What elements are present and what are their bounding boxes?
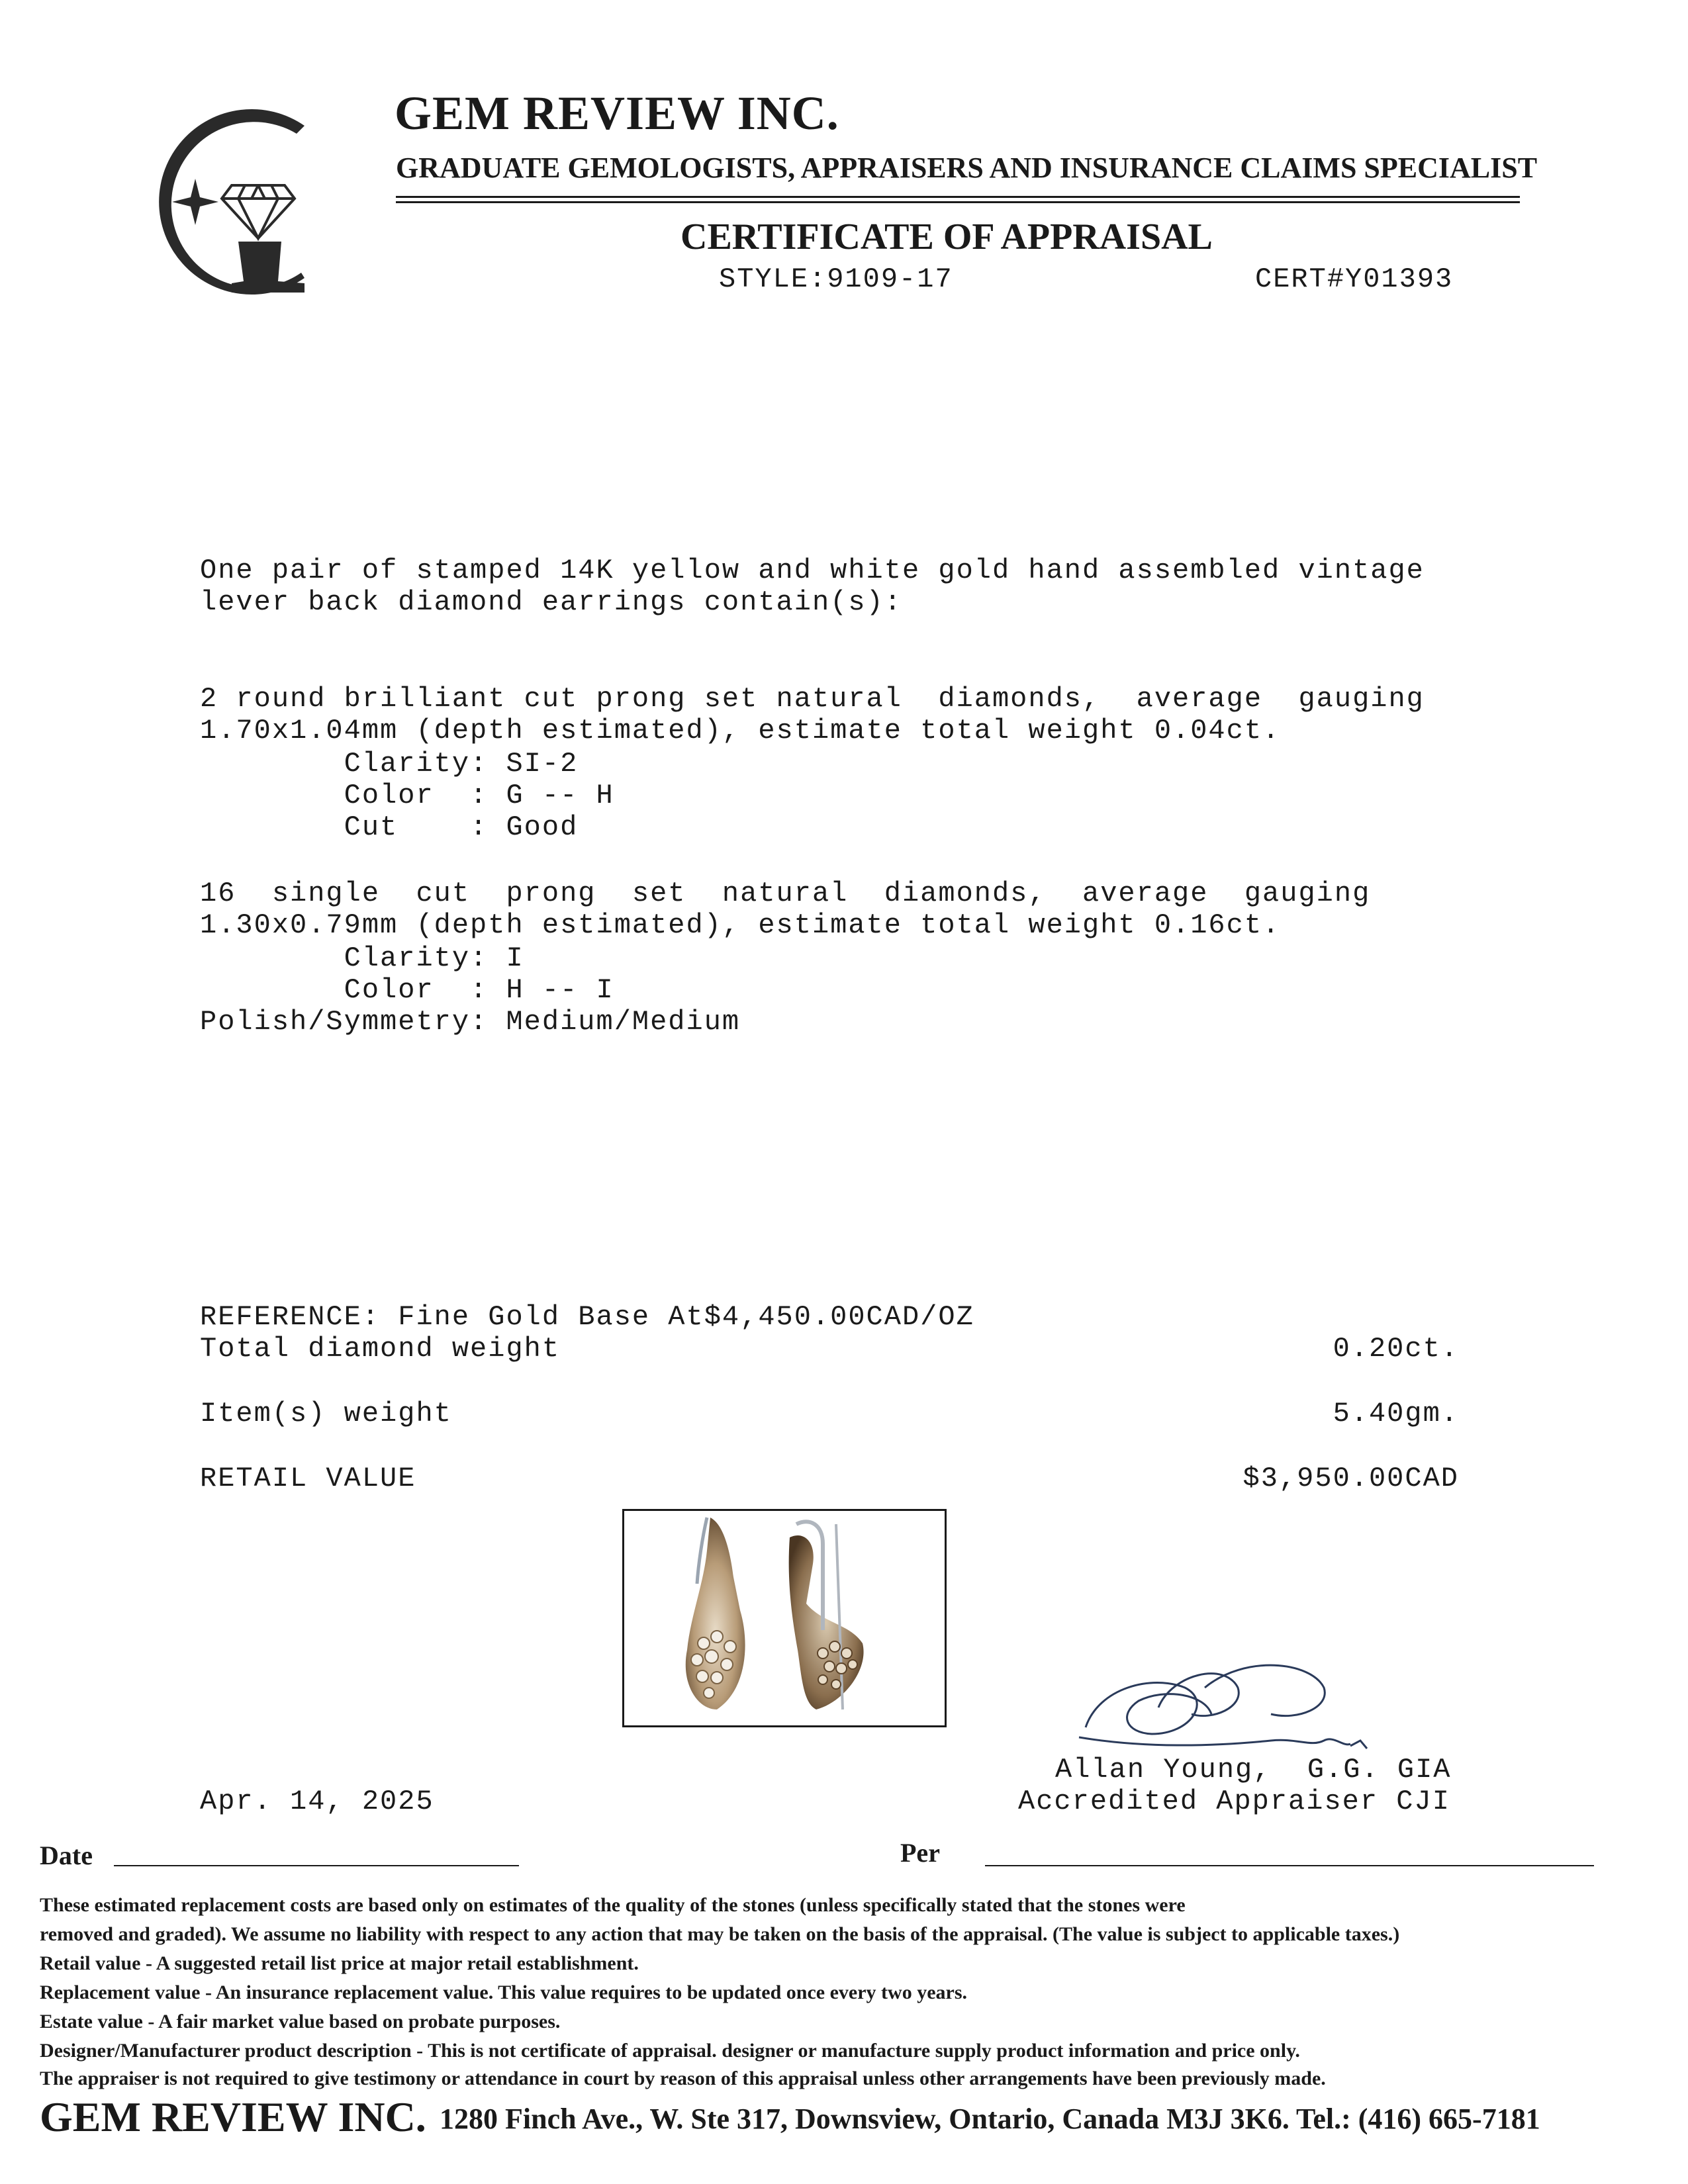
stone-color: Color : H -- I	[200, 974, 614, 1006]
stone-cut: Cut : Good	[200, 811, 579, 843]
disclaimer-line: Replacement value - An insurance replacement value. This value requires to be updated once every two years.	[40, 1981, 968, 2003]
stone-line: 2 round brilliant cut prong set natural diamonds, average gauging	[200, 683, 1425, 715]
company-tagline: GRADUATE GEMOLOGISTS, APPRAISERS AND INSURANCE CLAIMS SPECIALIST	[396, 152, 1538, 184]
cert-number: CERT#Y01393	[1255, 263, 1454, 295]
item-weight-value: 5.40gm.	[1333, 1398, 1459, 1430]
appraiser-signature-icon	[1072, 1648, 1397, 1767]
gem-review-logo-icon	[139, 99, 331, 304]
disclaimer-line: Estate value - A fair market value based on probate purposes.	[40, 2011, 561, 2032]
per-line	[985, 1865, 1594, 1866]
appraiser-title: Accredited Appraiser CJI	[1018, 1786, 1450, 1817]
per-label: Per	[900, 1838, 940, 1868]
date-line	[114, 1865, 519, 1866]
description-line: lever back diamond earrings contain(s):	[200, 586, 902, 618]
date-label: Date	[40, 1841, 93, 1870]
stone-clarity: Clarity: I	[200, 942, 524, 974]
description-line: One pair of stamped 14K yellow and white gold hand assembled vintage	[200, 555, 1425, 586]
retail-value: $3,950.00CAD	[1243, 1463, 1459, 1494]
appraisal-date: Apr. 14, 2025	[200, 1786, 434, 1817]
disclaimer-line: These estimated replacement costs are based only on estimates of the quality of the stones (unless specifically stated that the stones were	[40, 1894, 1186, 1916]
company-name: GEM REVIEW INC.	[395, 87, 839, 140]
style-number: STYLE:9109-17	[719, 263, 953, 295]
footer-company-name: GEM REVIEW INC.	[40, 2093, 426, 2140]
retail-value-label: RETAIL VALUE	[200, 1463, 416, 1494]
stone-color: Color : G -- H	[200, 780, 614, 811]
header-rule	[396, 196, 1520, 198]
disclaimer-line: removed and graded). We assume no liability with respect to any action that may be taken on the basis of the appraisal. (The value is subject to applicable taxes.)	[40, 1923, 1400, 1945]
appraiser-name: Allan Young, G.G. GIA	[1055, 1754, 1452, 1786]
stone-line: 1.70x1.04mm (depth estimated), estimate total weight 0.04ct.	[200, 715, 1281, 747]
header-rule	[396, 201, 1520, 203]
stone-clarity: Clarity: SI-2	[200, 748, 579, 780]
footer-address: 1280 Finch Ave., W. Ste 317, Downsview, Ontario, Canada M3J 3K6. Tel.: (416) 665-7181	[440, 2103, 1540, 2135]
earrings-photo	[622, 1509, 947, 1727]
total-diamond-label: Total diamond weight	[200, 1333, 561, 1365]
earrings-photo-icon	[624, 1511, 945, 1725]
certificate-title: CERTIFICATE OF APPRAISAL	[680, 216, 1213, 257]
item-weight-label: Item(s) weight	[200, 1398, 452, 1430]
disclaimer-line: Designer/Manufacturer product description - This is not certificate of appraisal. designer or manufacture supply product information and price only.	[40, 2040, 1300, 2062]
stone-polish: Polish/Symmetry: Medium/Medium	[200, 1006, 741, 1038]
disclaimer-line: The appraiser is not required to give testimony or attendance in court by reason of this appraisal unless other arrangements have been previously made.	[40, 2068, 1326, 2089]
disclaimer-line: Retail value - A suggested retail list price at major retail establishment.	[40, 1952, 639, 1974]
stone-line: 16 single cut prong set natural diamonds, average gauging	[200, 878, 1371, 909]
total-diamond-value: 0.20ct.	[1333, 1333, 1459, 1365]
stone-line: 1.30x0.79mm (depth estimated), estimate total weight 0.16ct.	[200, 909, 1281, 941]
gold-reference: REFERENCE: Fine Gold Base At$4,450.00CAD/OZ	[200, 1301, 974, 1333]
